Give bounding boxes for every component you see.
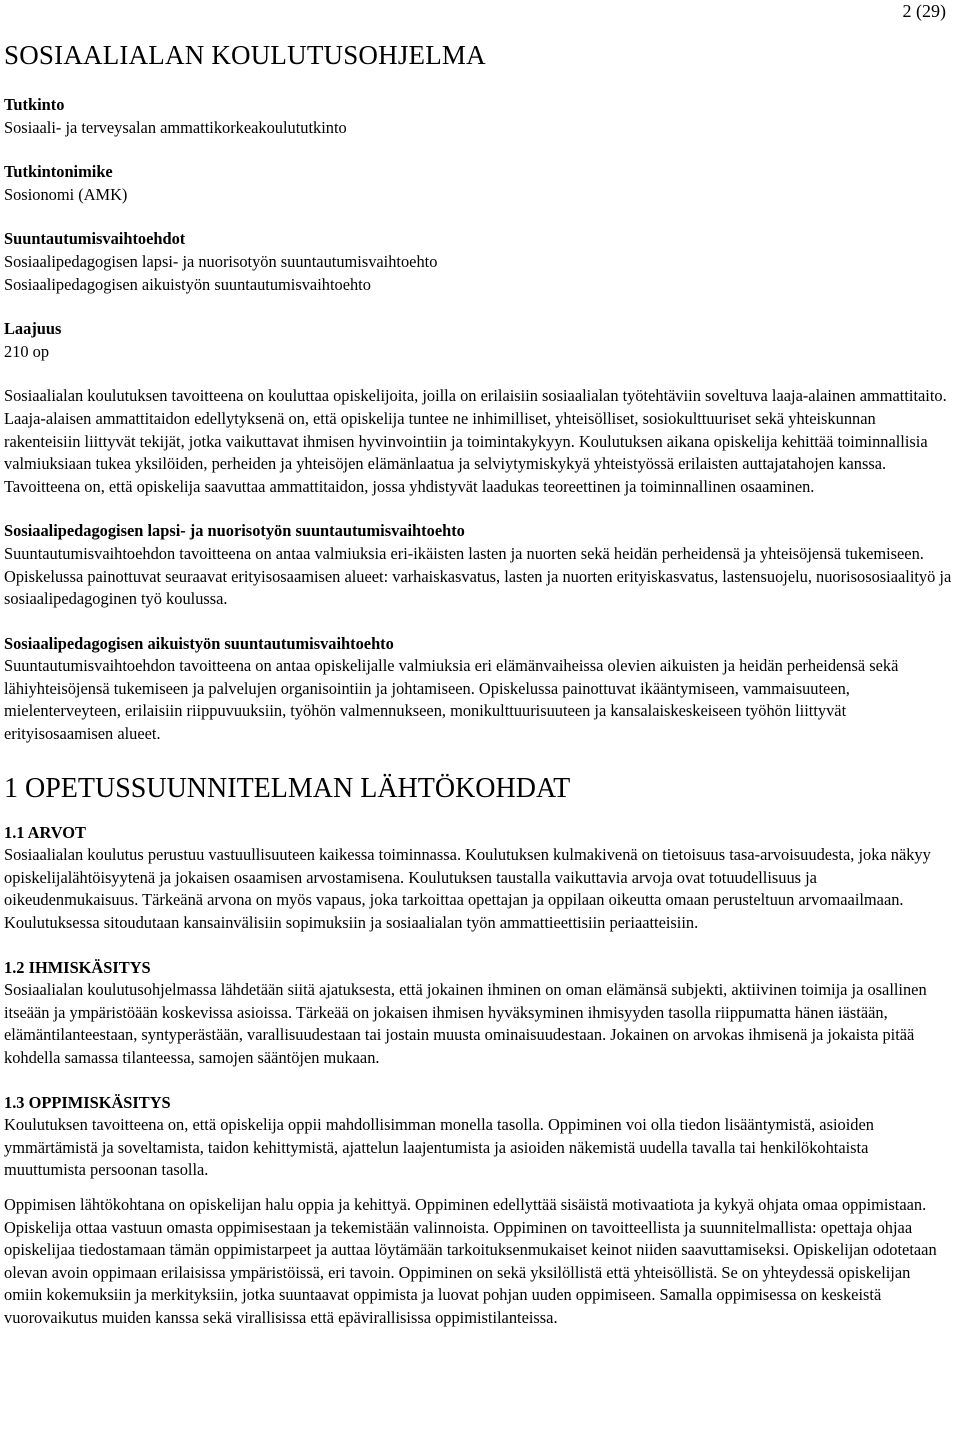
values-section [4,822,952,935]
specialization-item: Sosiaalipedagogisen aikuistyön suuntautumisvaihtoehto [4,274,371,294]
scope-value: 210 op [4,341,50,361]
specializations-block [4,228,952,296]
degree-value: Sosiaali- ja terveysalan ammattikorkeakoulututkinto [4,117,347,137]
human-heading: 1.2 IHMISKÄSITYS [4,957,151,977]
page-title: SOSIAALIALAN KOULUTUSOHJELMA [4,40,486,70]
document-body [4,38,952,1330]
degree-title-block [4,161,952,206]
specialization-item: Sosiaalipedagogisen lapsi- ja nuorisotyön suuntautumisvaihtoehto [4,251,438,271]
learning-section [4,1092,952,1330]
adult-spec-heading: Sosiaalipedagogisen aikuistyön suuntautumisvaihtoehto [4,633,394,653]
section-title: 1 OPETUSSUUNNITELMAN LÄHTÖKOHDAT [4,772,571,804]
intro-paragraph: Sosiaalialan koulutuksen tavoitteena on kouluttaa opiskelijoita, joilla on erilaisiin sosiaalialan työtehtäviin soveltuva laaja-alainen ammattitaito. Laaja-alaisen ammattitaidon edellytyksenä on, että opiskelija tuntee ne inhimilliset, yhteisölliset, sosiokulttuuriset sekä yhteiskunnan rakenteisiin liittyvät tekijät, jotka vaikuttavat ihmisen hyvinvointiin ja toimintakykyyn. Koulutuksen aikana opiskelija kehittää toiminnallisia valmiuksiaan tukea yksilöiden, perheiden ja yhteisöjen elämänlaatua ja selviytymiskykyä yhteistyössä erilaisten auttajatahojen kanssa. Tavoitteena on, että opiskelija saavuttaa ammattitaidon, jossa yhdistyvät laadukas teoreettinen ja toiminnallinen osaaminen. [4,386,947,496]
specializations-label: Suuntautumisvaihtoehdot [4,229,186,249]
scope-label: Laajuus [4,319,62,339]
learning-text-2: Oppimisen lähtökohtana on opiskelijan halu oppia ja kehittyä. Oppiminen edellyttää sisäistä motivaatiota ja kykyä ohjata omaa oppimistaan. Opiskelija ottaa vastuun omasta oppimisestaan ja tekemistään valinnoista. Oppiminen on tavoitteellista ja suunnitelmallista: opettaja ohjaa opiskelijaa tiedostamaan tämän oppimistarpeet ja auttaa löytämään tarkoituksenmukaiset keinot niiden saavuttamiseksi. Opiskelijan odotetaan olevan avoin oppimaan erilaisissa ympäristöissä, eri tavoin. Oppiminen on sekä yksilöllistä että yhteisöllistä. Se on yhteydessä opiskelijan omiin kokemuksiin ja merkityksiin, jotka suuntaavat oppimista ja luovat pohjan uuden oppimiseen. Samalla oppimisessa on keskeistä vuorovaikutus muiden kanssa sekä virallisissa että epävirallisissa oppimistilanteissa. [4,1194,937,1327]
degree-label: Tutkinto [4,95,65,114]
learning-heading: 1.3 OPPIMISKÄSITYS [4,1092,171,1112]
youth-spec-text: Suuntautumisvaihtoehdon tavoitteena on antaa valmiuksia eri-ikäisten lasten ja nuorten sekä heidän perheidensä ja yhteisöjensä tukemiseen. Opiskelussa painottuvat seuraavat erityisosaamisen alueet: varhaiskasvatus, lasten ja nuorten erityiskasvatus, lastensuojelu, nuorisososiaalityö ja sosiaalipedagoginen työ koulussa. [4,543,952,609]
learning-text-1: Koulutuksen tavoitteena on, että opiskelija oppii mahdollisimman monella tasolla. Oppiminen voi olla tiedon lisääntymistä, asioiden ymmärtämistä ja soveltamista, taidon kehittymistä, ajattelun laajentumista ja asioiden näkemistä uudella tavalla tai henkilökohtaista muuttumista persoonan tasolla. [4,1115,874,1180]
adult-spec-text: Suuntautumisvaihtoehdon tavoitteena on antaa opiskelijalle valmiuksia eri elämänvaiheissa olevien aikuisten ja heidän perheidensä sekä lähiyhteisöjensä tukemiseen ja palvelujen organisointiin ja johtamiseen. Opiskelussa painottuvat ikääntymiseen, vammaisuuteen, mielenterveyteen, erilaisiin riippuvuuksiin, työhön valmennukseen, monikulttuurisuuteen ja kansalaiskeskeiseen työhön liittyvät erityisosaamisen alueet. [4,656,899,744]
youth-spec-section [4,520,952,610]
adult-spec-section [4,633,952,746]
degree-title-value: Sosionomi (AMK) [4,184,128,204]
values-heading: 1.1 ARVOT [4,822,86,842]
values-text: Sosiaalialan koulutus perustuu vastuullisuuteen kaikessa toiminnassa. Koulutuksen kulmakivenä on tietoisuus tasa-arvoisuudesta, joka näkyy opiskelijalähtöisyytenä ja jokaisen osaamisen arvostamisena. Koulutuksen taustalla vaikuttavia arvoja ovat totuudellisuus ja oikeudenmukaisuus. Tärkeänä arvona on myös vapaus, joka tarkoittaa opettajan ja oppilaan oikeutta omaan perusteltuun arvomaailmaan. Koulutuksessa sitoudutaan kansainvälisiin sopimuksiin ja sosiaalialan työn ammattieettisiin periaatteisiin. [4,845,931,933]
page-number: 2 (29) [902,1,946,21]
degree-title-label: Tutkintonimike [4,162,113,182]
youth-spec-heading: Sosiaalipedagogisen lapsi- ja nuorisotyön suuntautumisvaihtoehto [4,521,465,541]
human-section [4,957,952,1070]
human-text: Sosiaalialan koulutusohjelmassa lähdetään siitä ajatuksesta, että jokainen ihminen on oman elämänsä subjekti, aktiivinen toimija ja osallinen itseään ja ympäristöään koskevissa asioissa. Tärkeää on jokaisen ihmisen hyväksyminen ihmisyyden tasolla riippumatta hänen iästään, elämäntilanteestaan, syntyperästään, varallisuudestaan tai jostain muusta ominaisuudestaan. Jokainen on arvokas ihmisenä ja jokaista pitää kohdella samassa tilanteessa, samojen sääntöjen mukaan. [4,980,927,1067]
scope-block [4,318,952,363]
degree-block [4,94,952,139]
